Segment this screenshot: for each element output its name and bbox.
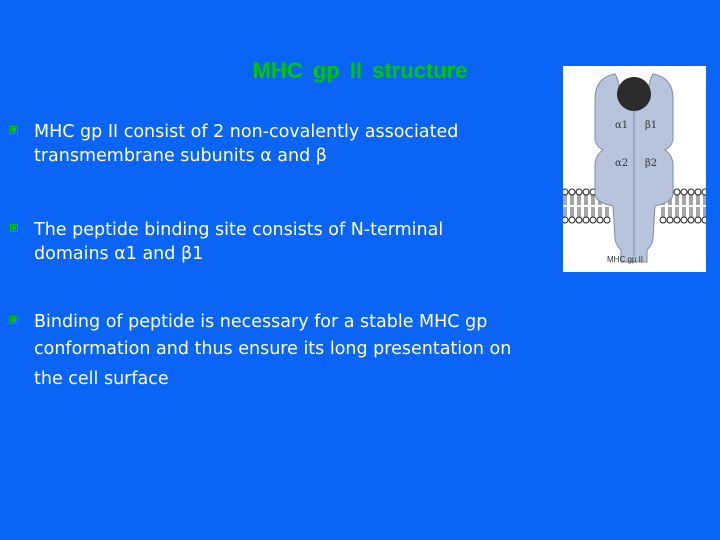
alpha2-label: α2	[615, 158, 629, 169]
lipid-head	[681, 217, 687, 223]
lipid-head	[590, 217, 596, 223]
lipid-head	[583, 189, 589, 195]
lipid-head	[576, 217, 582, 223]
lipid-head	[583, 217, 589, 223]
lipid-head	[660, 217, 666, 223]
lipid-head	[702, 217, 706, 223]
lipid-head	[563, 189, 568, 195]
lipid-head	[604, 217, 610, 223]
lipid-head	[674, 217, 680, 223]
lipid-head	[695, 217, 701, 223]
bullet-line: MHC gp II consist of 2 non-covalently associated	[34, 122, 459, 142]
figure-caption: MHC gp II	[607, 255, 644, 264]
alpha1-label: α1	[615, 120, 629, 131]
bullet-line: conformation and thus ensure its long presentation on	[34, 339, 512, 359]
lipid-head	[688, 217, 694, 223]
bullet-line: Binding of peptide is necessary for a stable MHC gp	[34, 312, 488, 332]
bullet-text	[34, 120, 458, 168]
bullet-square-icon	[10, 126, 18, 134]
lipid-head	[576, 189, 582, 195]
bullet-square-icon	[10, 316, 18, 324]
bullet-text	[34, 310, 511, 391]
lipid-head	[569, 217, 575, 223]
lipid-head	[563, 217, 568, 223]
lipid-head	[688, 189, 694, 195]
lipid-head	[569, 189, 575, 195]
lipid-head	[674, 189, 680, 195]
bullet-line: domains α1 and β1	[34, 244, 204, 264]
lipid-head	[667, 217, 673, 223]
lipid-head	[702, 189, 706, 195]
beta1-label: β1	[645, 120, 658, 131]
mhc-diagram-svg	[563, 66, 706, 272]
slide-title: MHC gp II structure	[252, 58, 468, 83]
bullet-line: The peptide binding site consists of N-terminal	[34, 220, 444, 240]
mhc-diagram	[563, 66, 706, 272]
bullet-text	[34, 218, 443, 266]
lipid-head	[597, 217, 603, 223]
peptide-icon	[617, 77, 651, 111]
bullet-line: transmembrane subunits α and β	[34, 146, 327, 166]
bullet-line: the cell surface	[34, 369, 169, 389]
lipid-head	[695, 189, 701, 195]
beta2-label: β2	[645, 158, 658, 169]
bullet-square-icon	[10, 224, 18, 232]
lipid-head	[681, 189, 687, 195]
